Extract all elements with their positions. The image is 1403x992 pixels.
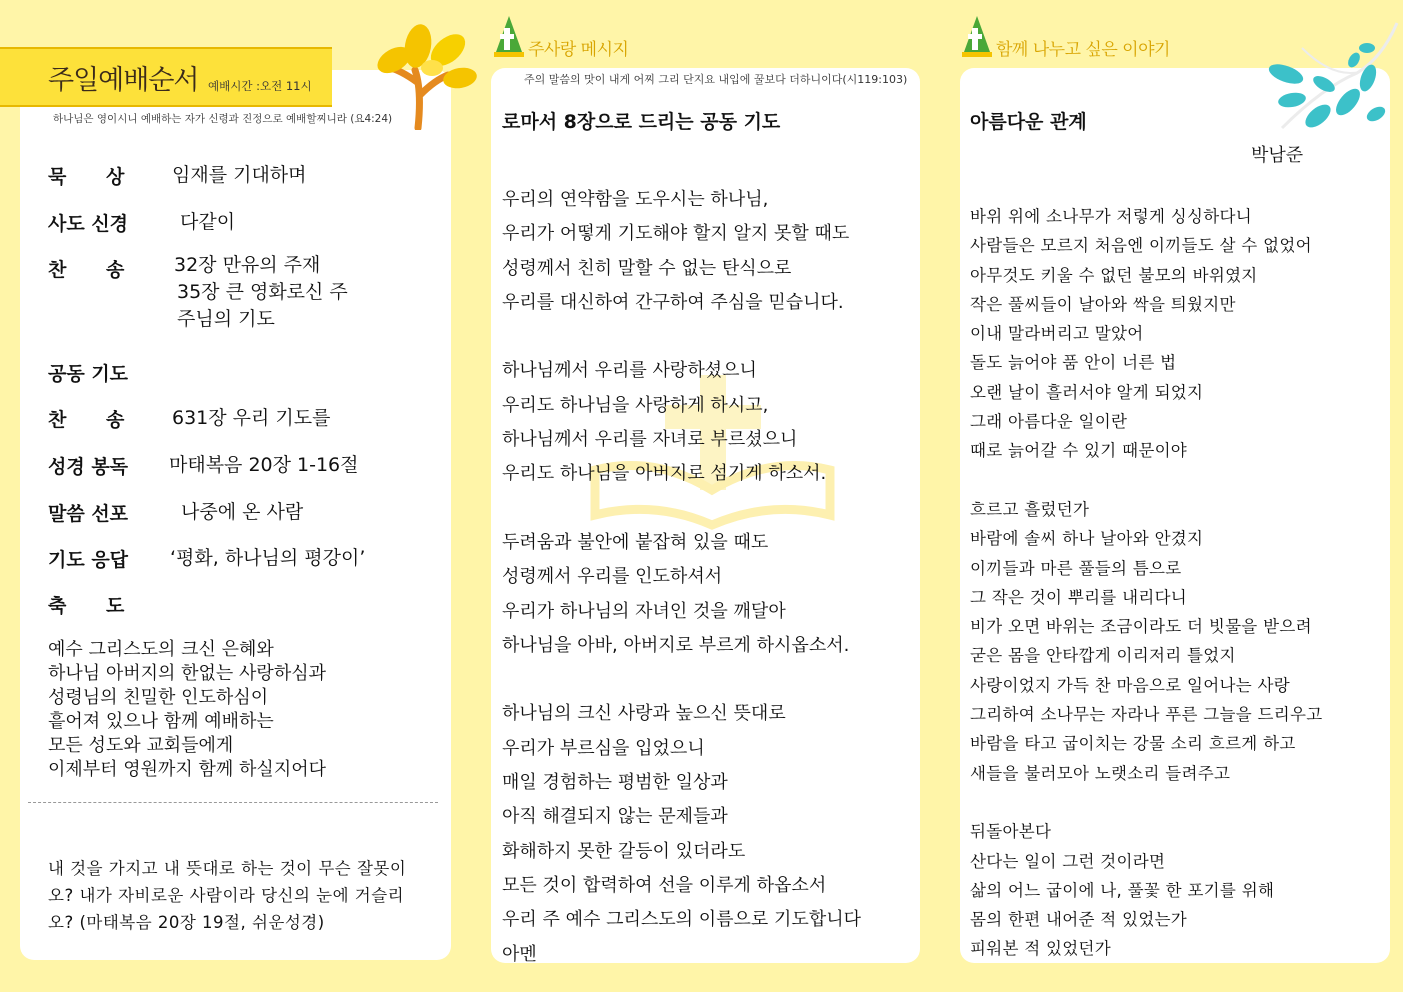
text-line: 성령께서 친히 말할 수 없는 탄식으로 bbox=[502, 257, 792, 279]
order-value bbox=[180, 209, 235, 236]
order-label: 사도 신경 bbox=[48, 213, 129, 235]
order-label: 공동 기도 bbox=[48, 363, 129, 385]
text-line: 하나님의 크신 사랑과 높으신 뜻대로 bbox=[502, 703, 786, 725]
text-line: 뒤돌아본다 bbox=[970, 822, 1052, 842]
message-verse: 주의 말씀의 맛이 내게 어찌 그리 단지요 내입에 꿀보다 더하니이다(시119:103) bbox=[524, 73, 908, 86]
prayer-heading: 로마서 8장으로 드리는 공동 기도 bbox=[502, 111, 781, 133]
benediction-text bbox=[48, 638, 326, 782]
text-line: 성령께서 우리를 인도하셔서 bbox=[502, 566, 723, 588]
text-line: 우리의 연약함을 도우시는 하나님, bbox=[502, 189, 769, 210]
section-title-story: 함께 나누고 싶은 이야기 bbox=[996, 40, 1170, 60]
benediction-line: 흩어져 있으나 함께 예배하는 bbox=[48, 711, 274, 732]
benediction-line: 하나님 아버지의 한없는 사랑하심과 bbox=[48, 663, 326, 684]
text-line: 모든 것이 합력하여 선을 이루게 하옵소서 bbox=[502, 874, 827, 896]
text-line: 몸의 한편 내어준 적 있었는가 bbox=[970, 910, 1188, 930]
text-line: 우리가 어떻게 기도해야 할지 알지 못할 때도 bbox=[502, 223, 850, 245]
text-line: 우리가 하나님의 자녀인 것을 깨달아 bbox=[502, 600, 786, 622]
text-line: 굳은 몸을 안타깝게 이리저리 틀었지 bbox=[970, 646, 1236, 666]
order-label: 찬 송 bbox=[48, 259, 125, 281]
section-title-message: 주사랑 메시지 bbox=[528, 40, 629, 60]
order-label: 묵 상 bbox=[48, 166, 125, 188]
text-line bbox=[970, 788, 1323, 817]
text-line bbox=[502, 320, 861, 354]
text-line: 돌도 늙어야 품 안이 너른 법 bbox=[970, 353, 1177, 373]
order-value-line: 임재를 기대하며 bbox=[172, 164, 307, 186]
text-line: 아멘 bbox=[502, 943, 537, 965]
text-line: 우리도 하나님을 사랑하게 하시고, bbox=[502, 394, 769, 416]
text-line: 흐르고 흘렀던가 bbox=[970, 499, 1090, 519]
text-line: 작은 풀씨들이 날아와 싹을 틔웠지만 bbox=[970, 294, 1236, 314]
poem-text bbox=[970, 202, 1323, 964]
text-line: 하나님을 아바, 아버지로 부르게 하시옵소서. bbox=[502, 634, 850, 656]
text-line: 그리하여 소나무는 자라나 푸른 그늘을 드리우고 bbox=[970, 705, 1323, 725]
text-line: 산다는 일이 그런 것이라면 bbox=[970, 851, 1166, 871]
text-line bbox=[502, 663, 861, 697]
order-value bbox=[172, 162, 307, 189]
text-line: 매일 경험하는 평범한 일상과 bbox=[502, 772, 728, 794]
text-line: 그래 아름다운 일이란 bbox=[970, 412, 1128, 432]
text-line: 비가 오면 바위는 조금이라도 더 빗물을 받으려 bbox=[970, 617, 1312, 637]
text-line: 사람들은 모르지 처음엔 이끼들도 살 수 없었어 bbox=[970, 236, 1312, 256]
order-label: 기도 응답 bbox=[48, 549, 129, 571]
text-line: 그 작은 것이 뿌리를 내리다니 bbox=[970, 587, 1188, 607]
worship-verse: 하나님은 영이시니 예배하는 자가 신령과 진정으로 예배할찌니라 (요4:24) bbox=[53, 113, 393, 125]
divider bbox=[28, 802, 438, 803]
text-line: 우리 주 예수 그리스도의 이름으로 기도합니다 bbox=[502, 909, 861, 931]
text-line: 하나님께서 우리를 사랑하셨으니 bbox=[502, 360, 757, 382]
order-label: 찬 송 bbox=[48, 409, 125, 431]
order-value-line: 다같이 bbox=[180, 211, 236, 233]
text-line: 사랑이었지 가득 찬 마음으로 일어나는 사랑 bbox=[970, 675, 1291, 695]
worship-time: 예배시간 :오전 11시 bbox=[208, 79, 312, 93]
order-value bbox=[172, 405, 330, 432]
poem-heading: 아름다운 관계 bbox=[970, 111, 1087, 133]
text-line: 화해하지 못한 갈등이 있더라도 bbox=[502, 840, 746, 862]
text-line: 두려움과 불안에 붙잡혀 있을 때도 bbox=[502, 531, 769, 553]
order-value bbox=[174, 252, 348, 333]
text-line bbox=[970, 466, 1323, 495]
text-line bbox=[502, 492, 861, 526]
order-value bbox=[181, 499, 303, 526]
text-line: 바람에 솔씨 하나 날아와 안겼지 bbox=[970, 529, 1204, 549]
text-line: 이끼들과 마른 풀들의 틈으로 bbox=[970, 558, 1182, 578]
benediction-line: 이제부터 영원까지 함께 하실지어다 bbox=[48, 759, 326, 780]
page-title: 주일예배순서 bbox=[48, 65, 199, 96]
prayer-text bbox=[502, 183, 861, 972]
text-line: 피워본 적 있었던가 bbox=[970, 939, 1112, 959]
order-label: 성경 봉독 bbox=[48, 456, 129, 478]
text-line: 하나님께서 우리를 자녀로 부르셨으니 bbox=[502, 429, 798, 451]
text-line: 우리가 부르심을 입었으니 bbox=[502, 737, 705, 759]
order-value-line: 마태복음 20장 1-16절 bbox=[169, 454, 359, 476]
benediction-line: 예수 그리스도의 크신 은혜와 bbox=[48, 639, 274, 660]
text-line: 바위 위에 소나무가 저렇게 싱싱하다니 bbox=[970, 207, 1253, 226]
text-line: 때로 늙어갈 수 있기 때문이야 bbox=[970, 441, 1188, 461]
order-value bbox=[170, 545, 365, 572]
poem-author: 박남준 bbox=[1251, 145, 1304, 166]
text-line: 아무것도 키울 수 없던 불모의 바위였지 bbox=[970, 265, 1258, 285]
text-line: 바람을 타고 굽이치는 강물 소리 흐르게 하고 bbox=[970, 734, 1296, 754]
text-line: 우리도 하나님을 아버지로 섬기게 하소서. bbox=[502, 463, 827, 485]
order-value bbox=[169, 452, 359, 479]
text-line: 이내 말라버리고 말았어 bbox=[970, 324, 1144, 344]
order-label: 축 도 bbox=[48, 595, 125, 617]
order-value-line: 32장 만유의 주재 bbox=[174, 254, 321, 276]
benediction-line: 성령님의 친밀한 인도하심이 bbox=[48, 687, 269, 708]
text-line: 아직 해결되지 않는 문제들과 bbox=[502, 806, 728, 828]
leaf-branch-icon bbox=[1262, 18, 1402, 138]
text-line: 오랜 날이 흘러서야 알게 되었지 bbox=[970, 382, 1204, 402]
order-value-line: 631장 우리 기도를 bbox=[172, 407, 331, 429]
order-value-line: 주님의 기도 bbox=[177, 308, 275, 330]
cross-icon bbox=[960, 12, 994, 58]
memory-verse: 내 것을 가지고 내 뜻대로 하는 것이 무슨 잘못이오? 내가 자비로운 사람이라 당신의 눈에 거슬리오? (마태복음 20장 19절, 쉬운성경) bbox=[48, 859, 407, 932]
text-line: 새들을 불러모아 노랫소리 들려주고 bbox=[970, 763, 1231, 783]
order-value-line: ‘평화, 하나님의 평강이’ bbox=[170, 547, 366, 569]
order-value-line: 나중에 온 사람 bbox=[181, 501, 304, 523]
cross-icon bbox=[492, 12, 526, 58]
text-line: 삶의 어느 굽이에 나, 풀꽃 한 포기를 위해 bbox=[970, 880, 1275, 900]
text-line: 우리를 대신하여 간구하여 주심을 믿습니다. bbox=[502, 291, 844, 313]
order-label: 말씀 선포 bbox=[48, 503, 129, 525]
benediction-line: 모든 성도와 교회들에게 bbox=[48, 735, 234, 756]
order-value-line: 35장 큰 영화로신 주 bbox=[177, 281, 348, 303]
